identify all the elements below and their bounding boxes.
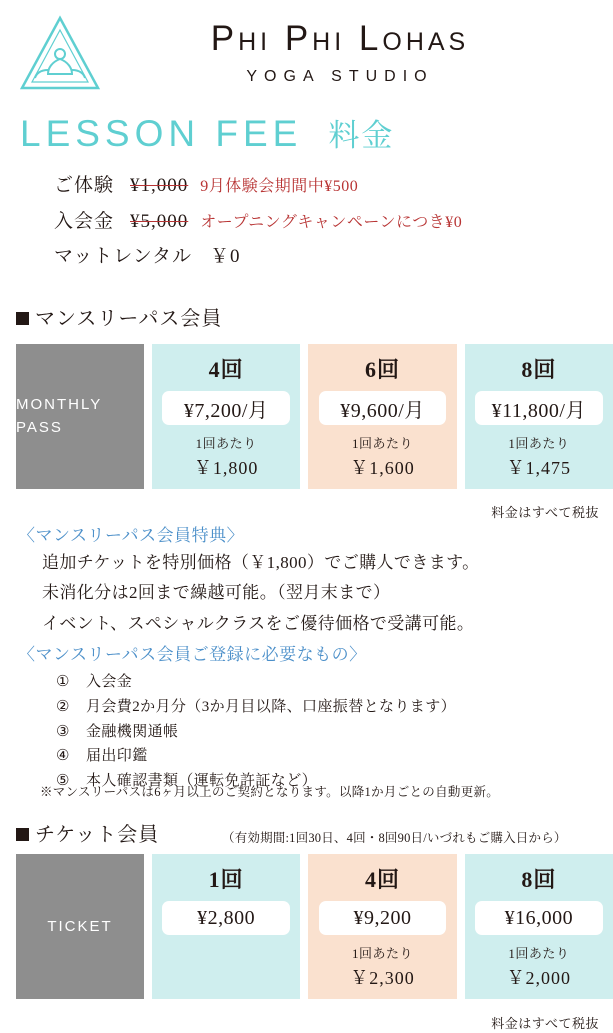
intro-label: 入会金: [54, 210, 115, 232]
ticket-column-per-value: ￥2,000: [506, 968, 572, 988]
monthly-pass-table: [16, 344, 613, 489]
intro-struck-price: ¥1,000: [130, 175, 189, 196]
section-heading-monthly: [16, 302, 222, 331]
monthly-column-title: 8回: [521, 357, 557, 382]
intro-struck-price: ¥5,000: [130, 210, 189, 232]
registration-item-text: 金融機関通帳: [86, 723, 179, 740]
benefits-item: 追加チケットを特別価格（￥1,800）でご購人できます。: [42, 553, 480, 572]
monthly-column-title: 4回: [208, 357, 244, 382]
benefits-heading: 〈マンスリーパス会員特典〉: [18, 526, 245, 545]
registration-heading: 〈マンスリーパス会員ご登録に必要なもの〉: [18, 645, 367, 664]
page-header: [0, 0, 613, 104]
monthly-column-per-label: 1回あたり: [195, 436, 257, 451]
ticket-table: [16, 854, 613, 999]
registration-item: [56, 720, 596, 745]
brand-block: [120, 20, 560, 86]
registration-item: [56, 695, 596, 720]
ticket-column-price: ¥16,000: [475, 901, 603, 935]
monthly-pass-label: [16, 344, 144, 489]
monthly-column-6: [308, 344, 456, 489]
benefits-item: 未消化分は2回まで繰越可能。（翌月末まで）: [42, 583, 391, 603]
ticket-validity-note: （有効期間:1回30日、4回・8回90日/いづれもご購入日から）: [222, 831, 567, 845]
intro-label: マットレンタル: [54, 246, 193, 267]
section-heading-ticket-label: チケット会員: [35, 824, 160, 846]
intro-campaign-note: オープニングキャンペーンにつき¥0: [200, 213, 463, 231]
registration-item-text: 届出印鑑: [86, 748, 148, 765]
monthly-column-per-label: 1回あたり: [351, 436, 413, 451]
monthly-column-per-value: ￥1,800: [193, 458, 259, 478]
monthly-column-4: [152, 344, 300, 489]
triangle-lotus-logo-icon: [18, 14, 102, 94]
benefits-item: イベント、スペシャルクラスをご優待価格で受講可能。: [42, 613, 475, 633]
registration-item-text: 本人確認書類（運転免許証など）: [86, 773, 318, 789]
monthly-column-8: [465, 344, 613, 489]
intro-campaign-note: 9月体験会期間中¥500: [200, 178, 359, 195]
registration-list: [56, 670, 596, 794]
registration-item-number: ④: [56, 748, 70, 765]
ticket-label: [16, 854, 144, 999]
registration-item-text: 入会金: [86, 674, 133, 690]
monthly-column-price: ¥11,800/月: [475, 391, 603, 425]
page-title-jp: 料金: [328, 118, 395, 153]
ticket-column-price: ¥2,800: [162, 901, 290, 935]
monthly-tax-note: 料金はすべて税抜: [491, 505, 599, 520]
intro-row-admission: [54, 208, 599, 237]
registration-item-number: ①: [56, 674, 70, 690]
ticket-column-title: 8回: [521, 867, 557, 892]
brand-subtitle: YOGA STUDIO: [246, 67, 434, 85]
ticket-column-title: 4回: [364, 867, 400, 892]
section-heading-monthly-label: マンスリーパス会員: [35, 308, 223, 330]
ticket-column-title: 1回: [208, 867, 244, 892]
ticket-column-per-label: 1回あたり: [508, 946, 570, 961]
ticket-tax-note: 料金はすべて税抜: [491, 1016, 599, 1031]
intro-label: ご体験: [54, 175, 115, 196]
ticket-column-price: ¥9,200: [319, 901, 447, 935]
monthly-column-price: ¥9,600/月: [319, 391, 447, 425]
ticket-label-text: TICKET: [47, 918, 113, 935]
registration-item-text: 月会費2か月分（3か月目以降、口座振替となります）: [86, 698, 457, 715]
monthly-column-per-value: ￥1,600: [350, 458, 415, 478]
registration-item-number: ⑤: [56, 773, 70, 789]
registration-note: ※マンスリーパスは6ヶ月以上のご契約となります。以降1か月ごとの自動更新。: [40, 785, 500, 799]
intro-price-list: [54, 172, 599, 279]
registration-item: [56, 670, 596, 695]
benefits-list: [42, 548, 602, 639]
page-title-en: LESSON FEE: [20, 113, 303, 154]
intro-row-trial: [54, 172, 599, 201]
ticket-column-per-label: 1回あたり: [351, 946, 413, 961]
ticket-column-8: [465, 854, 613, 999]
page-title: [20, 110, 394, 155]
square-bullet-icon: [16, 828, 29, 841]
monthly-pass-label-text-1: MONTHLY PASS: [16, 396, 102, 436]
ticket-column-per-value: ￥2,300: [350, 968, 415, 988]
ticket-column-1: [152, 854, 300, 999]
monthly-column-per-value: ￥1,475: [506, 458, 572, 478]
section-heading-ticket: [16, 818, 159, 847]
registration-item-number: ②: [56, 698, 70, 715]
intro-value: ￥0: [210, 246, 241, 267]
monthly-column-title: 6回: [364, 357, 400, 382]
brand-name: Phi Phi Lohas: [210, 19, 470, 58]
registration-item-number: ③: [56, 723, 70, 740]
intro-row-mat-rental: [54, 243, 599, 272]
registration-item: [56, 744, 596, 769]
monthly-column-price: ¥7,200/月: [162, 391, 290, 425]
ticket-column-4: [308, 854, 456, 999]
square-bullet-icon: [16, 312, 29, 325]
monthly-column-per-label: 1回あたり: [508, 436, 570, 451]
